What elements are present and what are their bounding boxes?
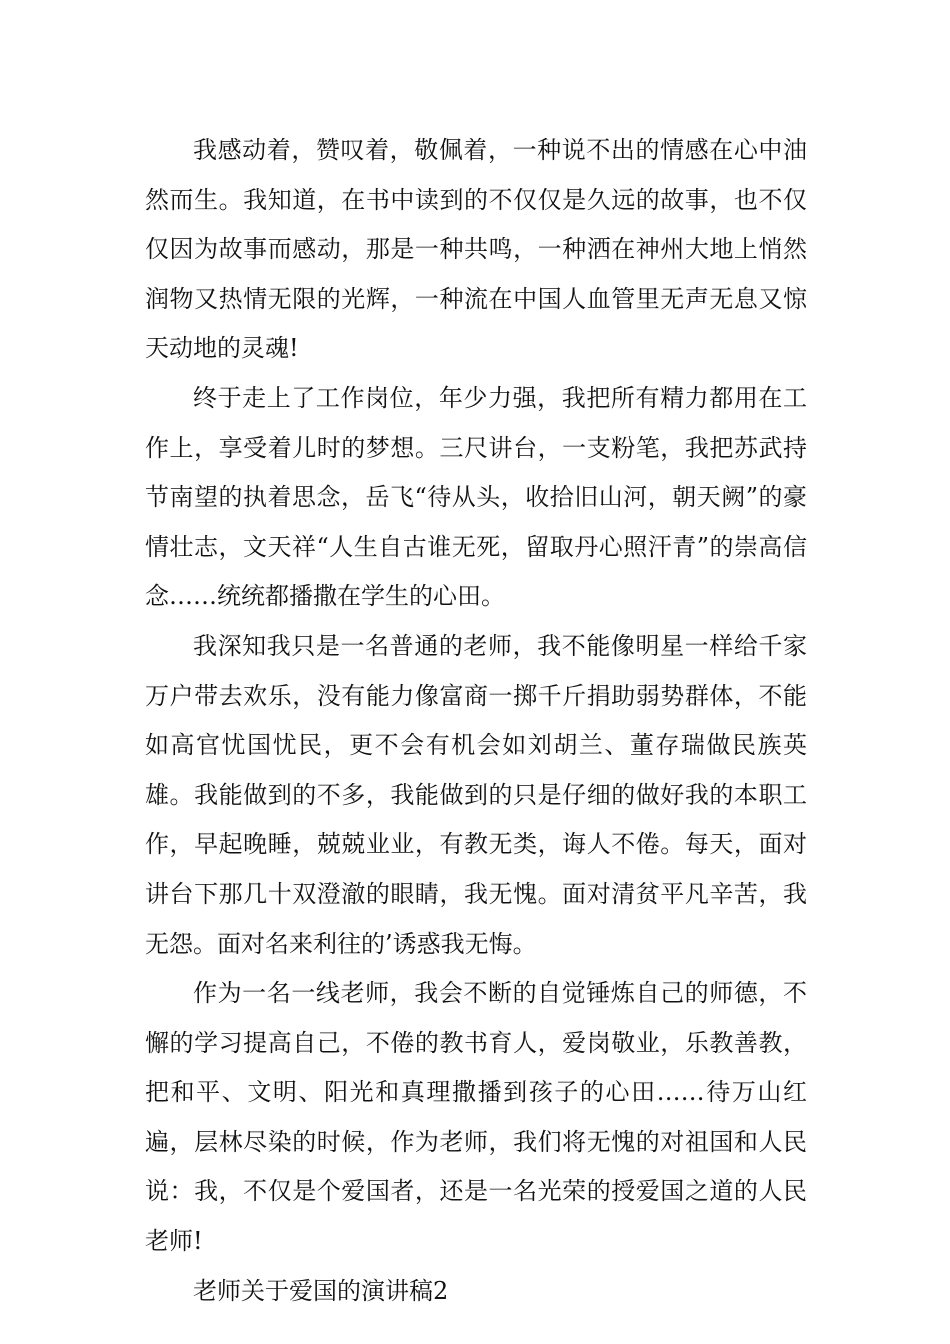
paragraph-3: 我深知我只是一名普通的老师，我不能像明星一样给千家万户带去欢乐，没有能力像富商一掷千斤捐助弱势群体，不能如高官忧国忧民，更不会有机会如刘胡兰、董存瑞做民族英雄。我能做到的不多，我能做到的只是仔细的做好我的本职工作，早起晚睡，兢兢业业，有教无类，诲人不倦。每天，面对讲台下那几十双澄澈的眼睛，我无愧。面对清贫平凡辛苦，我无怨。面对名来利往的’诱惑我无悔。 <box>145 631 807 958</box>
document-page <box>145 126 807 1316</box>
paragraph-1: 我感动着，赞叹着，敬佩着，一种说不出的情感在心中油然而生。我知道，在书中读到的不仅仅是久远的故事，也不仅仅因为故事而感动，那是一种共鸣，一种洒在神州大地上悄然润物又热情无限的光辉，一种流在中国人血管里无声无息又惊天动地的灵魂! <box>145 136 807 363</box>
section-heading: 老师关于爱国的演讲稿2 <box>193 1276 449 1305</box>
paragraph-4: 作为一名一线老师，我会不断的自觉锤炼自己的师德，不懈的学习提高自己，不倦的教书育人，爱岗敬业，乐教善教，把和平、文明、阳光和真理撒播到孩子的心田……待万山红遍，层林尽染的时候，作为老师，我们将无愧的对祖国和人民说：我，不仅是个爱国者，还是一名光荣的授爱国之道的人民老师! <box>145 979 807 1256</box>
paragraph-2: 终于走上了工作岗位，年少力强，我把所有精力都用在工作上，享受着儿时的梦想。三尺讲台，一支粉笔，我把苏武持节南望的执着思念，岳飞“待从头，收拾旧山河，朝天阙”的豪情壮志，文天祥“人生自古谁无死，留取丹心照汗青”的崇高信念……统统都播撒在学生的心田。 <box>145 383 807 611</box>
